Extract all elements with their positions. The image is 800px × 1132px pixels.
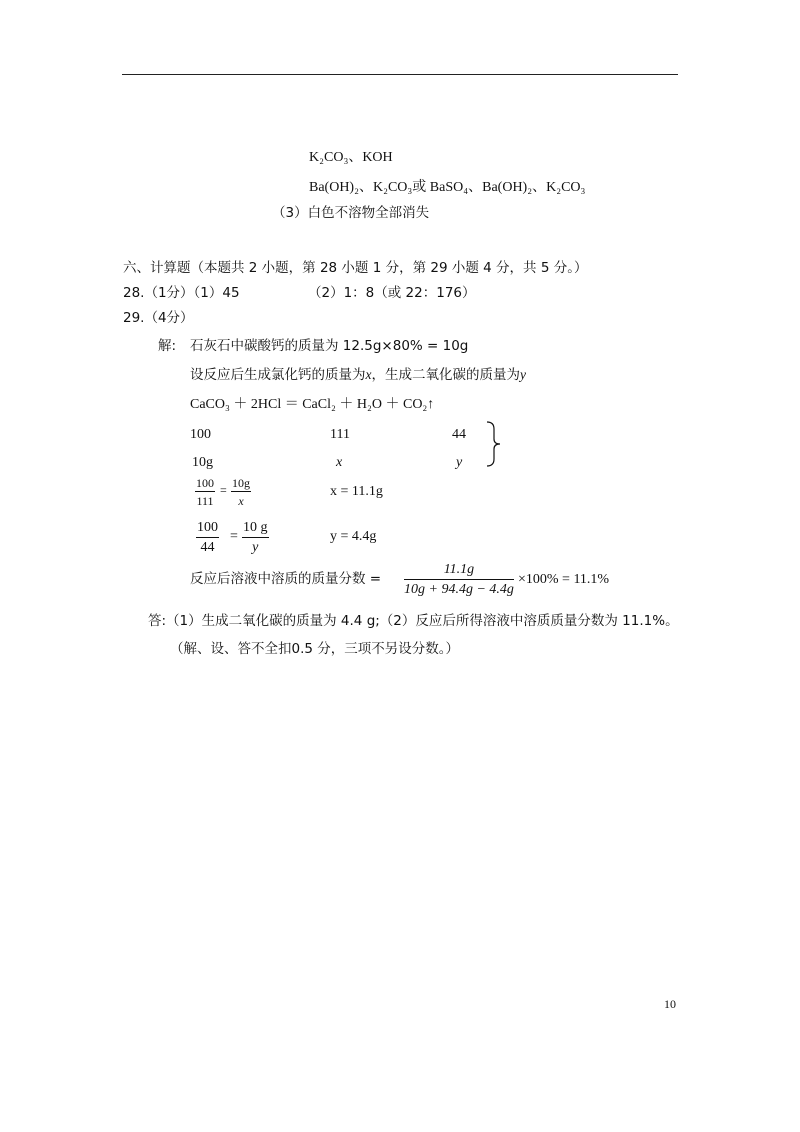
answer-line-3: （3）白色不溶物全部消失	[272, 205, 430, 221]
chemical-equation: CaCO₃ ＋ 2HCl ＝ CaCl₂ ＋ H₂O ＋ CO₂↑	[190, 397, 435, 412]
final-label: 反应后溶液中溶质的质量分数 =	[190, 571, 382, 587]
q28-part1: 28.（1分）（1）45	[123, 285, 240, 301]
solution-step2: 设反应后生成氯化钙的质量为x，生成二氧化碳的质量为y	[190, 367, 526, 383]
actual-mass-1: 10g	[192, 455, 213, 470]
fraction-right-1: $\frac{10g}{x}$	[232, 476, 250, 508]
page-number: 10	[664, 997, 676, 1011]
grading-note: （解、设、答不全扣0.5 分，三项不另设分数。）	[170, 641, 460, 657]
answer-line-1: K₂CO₃、KOH	[309, 150, 393, 165]
mass-ratio-2: 111	[330, 427, 350, 442]
answer-statement: 答:（1）生成二氧化碳的质量为 4.4 g;（2）反应后所得溶液中溶质质量分数为 11.1%。	[148, 613, 679, 629]
mass-ratio-1: 100	[190, 427, 211, 442]
mass-ratio-3: 44	[452, 427, 466, 442]
fraction-left-2: $\frac{100}{44}$	[197, 520, 218, 555]
final-tail: ×100% = 11.1%	[518, 572, 610, 587]
fraction-equals-2: =	[230, 529, 238, 544]
q28-part2: （2）1：8（或 22：176）	[308, 285, 476, 301]
actual-mass-2: x	[336, 455, 343, 470]
fraction-right-2: $\frac{10 g}{y}$	[243, 520, 268, 555]
section-heading: 六、计算题（本题共 2 小题，第 28 小题 1 分，第 29 小题 4 分，共 5 分。）	[123, 260, 588, 276]
final-fraction: $\frac{11.1g}{10g + 94.4g - 4.4g}$	[404, 562, 514, 597]
fraction-left-1: $\frac{100}{111}$	[196, 476, 214, 508]
header-rule	[122, 74, 678, 75]
result-x: x = 11.1g	[330, 484, 383, 499]
solution-jie: 解:	[158, 338, 177, 354]
answer-line-2: Ba(OH)₂、K₂CO₃或 BaSO₄、Ba(OH)₂、K₂CO₃	[309, 180, 586, 195]
result-y: y = 4.4g	[330, 529, 377, 544]
q29-label: 29.（4分）	[123, 310, 194, 326]
actual-mass-3: y	[456, 455, 463, 470]
solution-step1: 石灰石中碳酸钙的质量为 12.5g×80% = 10g	[190, 338, 469, 354]
fraction-equals-1: =	[220, 483, 227, 497]
right-brace-icon	[484, 420, 506, 468]
